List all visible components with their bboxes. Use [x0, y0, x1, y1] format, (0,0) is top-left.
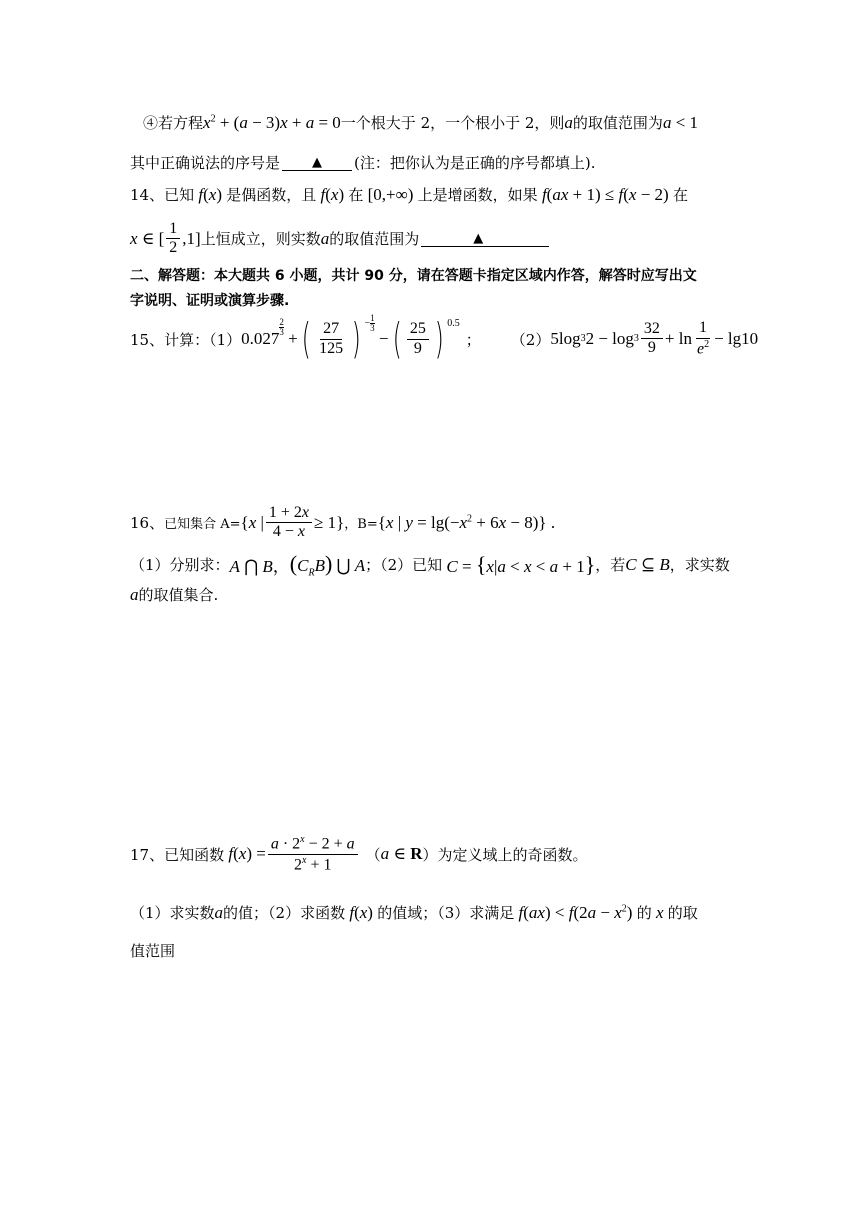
q14-fx: f(x) [320, 184, 349, 204]
triangle-marker-icon: ▲ [312, 155, 323, 170]
q17-line3 [130, 940, 175, 961]
q17-line1 [130, 834, 588, 874]
q16-set-c: C = {x|a < x < a + 1} [446, 551, 596, 577]
q13-item4-line [143, 112, 698, 133]
q14-fx: f(x) [198, 184, 227, 204]
q16-set-b: {x | $y = \lg(-x^2 + 6x - 8)$} . [377, 512, 556, 532]
q15-line [130, 312, 759, 363]
section2-title-line2 [130, 290, 289, 310]
q13-end-note: (注：把你认为是正确的序号都填上). [354, 154, 596, 172]
q13-end-text: 其中正确说法的序号是 [130, 154, 281, 172]
q13-item4-prefix: ④若方程 [143, 114, 204, 132]
q16-text: ，B= [344, 517, 378, 533]
q16-var-a: a [130, 584, 139, 604]
q16-text: （1）分别求： [130, 556, 230, 575]
q15-part2: （2） [510, 330, 551, 349]
q14-line2 [130, 220, 551, 258]
q16-line1 [130, 504, 555, 542]
q17-text: ）为定义域上的奇函数。 [422, 845, 588, 864]
q16-text: 的取值集合. [138, 586, 219, 604]
q14-text: 上恒成立，则实数 [200, 230, 321, 249]
q16-line2 [130, 551, 730, 578]
fraction-half: $\frac{1}{2}$ [166, 220, 180, 258]
answer-blank[interactable] [421, 230, 549, 247]
q14-var-a: a [320, 228, 330, 248]
q13-end-line [130, 152, 596, 173]
q16-text: ，求实数 [669, 556, 730, 575]
q14-domain: x ∈ [ [130, 228, 165, 248]
q17-var-a: a [214, 902, 224, 922]
q15-label: 计算：（1） [164, 330, 242, 349]
q15-sep: ； [465, 330, 481, 349]
q17-fx: f(x) [349, 902, 378, 922]
q16-expr-intersection: A ⋂ B， [229, 557, 290, 577]
q14-number: 14、 [130, 186, 165, 204]
q16-expr-union: $(C_RB)$ ⋃ A [289, 551, 366, 579]
section2-title-line1 [130, 265, 697, 285]
q17-text: （ [365, 845, 381, 864]
q16-number: 16、 [130, 514, 165, 533]
q14-inequality: f(ax + 1) ≤ f(x − 2) [541, 184, 673, 204]
q14-interval: [0,+∞) [363, 184, 418, 204]
q16-text: ；（2）已知 [365, 556, 443, 575]
q13-answer-range: a < 1 [662, 112, 699, 132]
q17-text: 的值域；（3）求满足 [377, 904, 515, 922]
q17-text: 值范围 [130, 942, 176, 960]
q15-expr1: 0.027 $^{\frac{2}{3}}$ + ( $\frac{27}{125}$ ) $^{- \frac{1}{3}}$ − ( $\frac{25}{9}$ ) $^{0.5}$ [241, 312, 460, 363]
triangle-marker-icon: ▲ [473, 231, 484, 247]
q17-text: 的值；（2）求函数 [223, 904, 346, 922]
q14-text: 在 [348, 186, 364, 204]
q13-var-a: a [564, 112, 573, 132]
q17-text: 的 [636, 904, 652, 922]
q13-item4-suffix: 的取值范围为 [572, 114, 663, 132]
q17-number: 17、 [130, 845, 165, 864]
q16-subset: C ⊆ B [625, 554, 670, 574]
q17-var-x: x [651, 902, 668, 922]
q14-text: 是偶函数，且 [226, 186, 317, 204]
q13-equation: $x^2 + (a - 3)x + a = 0$ [203, 112, 341, 132]
q14-text: 的取值范围为 [329, 230, 420, 249]
q14-text: 在 [672, 186, 688, 204]
q17-text: 的取 [667, 904, 698, 922]
q14-domain-end: ,1] [182, 228, 201, 248]
section2-title: 字说明、证明或演算步骤. [130, 293, 290, 309]
q17-inequality: $f(ax) < f(2a - x^2)$ [518, 902, 637, 922]
q14-text: 已知 [164, 186, 195, 204]
q17-function: f ( x ) = $\frac{a \cdot 2^x - 2 + a}{2^x + 1}$ [224, 834, 360, 874]
section2-title: 二、解答题：本大题共 6 小题，共计 90 分，请在答题卡指定区域内作答，解答时应写出文 [130, 268, 697, 284]
q14-line1 [130, 184, 688, 205]
q17-domain: a ∈ R [380, 844, 423, 864]
q17-text: 已知函数 [164, 845, 225, 864]
q17-text: （1）求实数 [130, 904, 215, 922]
q15-number: 15、 [130, 330, 165, 349]
q14-text: 上是增函数，如果 [417, 186, 538, 204]
answer-blank[interactable] [282, 154, 352, 171]
q16-line3 [130, 584, 218, 605]
q13-item4-middle: 一个根大于 2，一个根小于 2，则 [340, 114, 565, 132]
q16-text: 已知集合 A= [164, 517, 241, 533]
q16-set-a: { x | $\frac{1 + 2x}{4 - x}$ ≥ 1} [240, 504, 345, 541]
q16-text: ，若 [595, 556, 626, 575]
q17-line2 [130, 902, 698, 923]
q15-expr2: 5log 3 2 − log 3 $\frac{32}{9}$ + ln $\frac{1}{e^2}$ − lg10 [550, 319, 759, 358]
